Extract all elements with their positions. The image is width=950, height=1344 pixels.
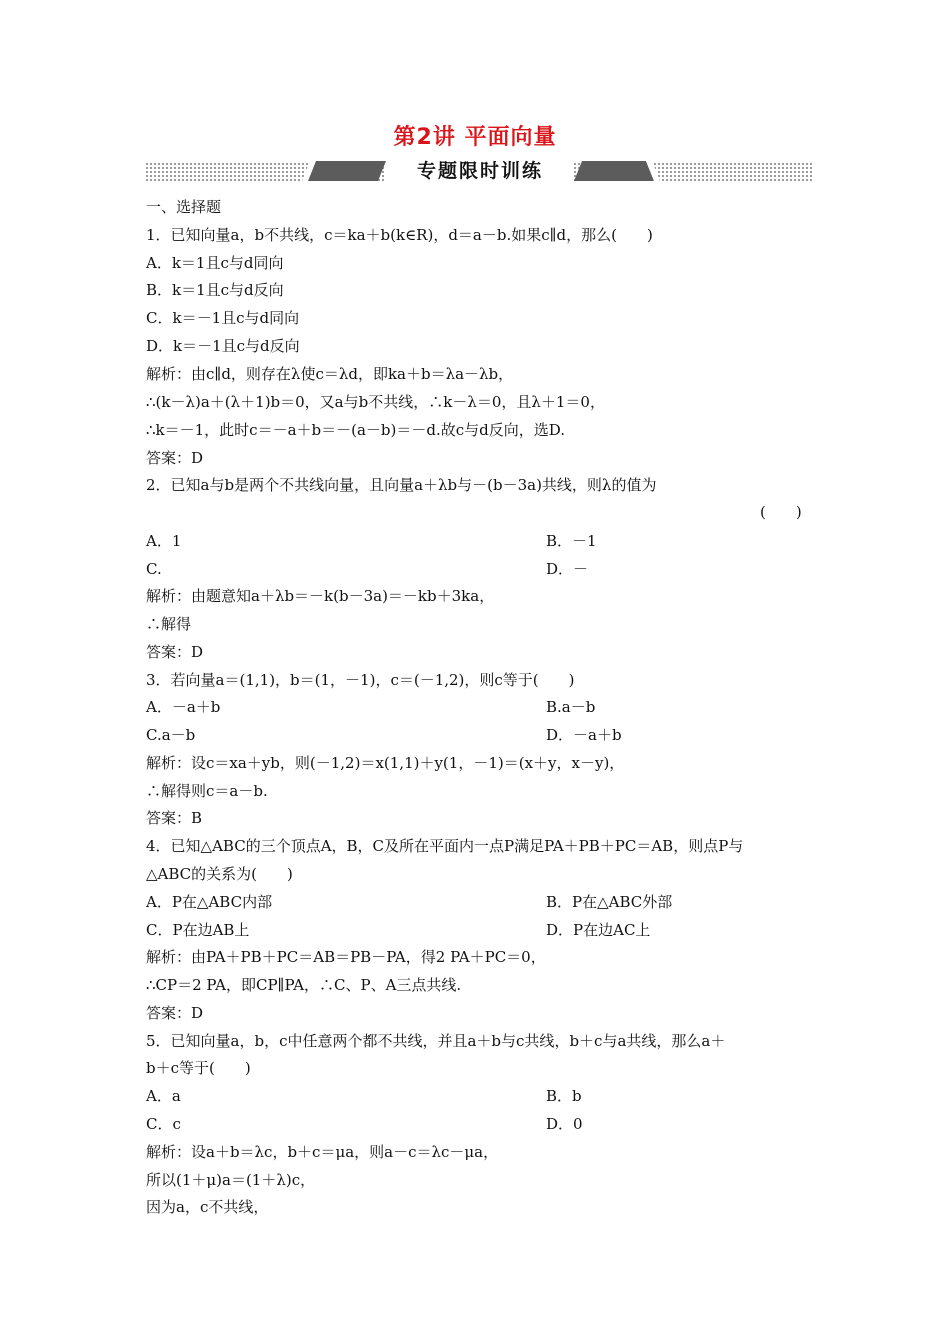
q4-option-b: B．P在△ABC外部 [546, 893, 673, 911]
q2-option-a: A．1 [146, 532, 182, 550]
q2-option-b: B．－1 [546, 532, 597, 550]
q4-analysis: 解析：由PA＋PB＋PC＝AB＝PB－PA，得2 PA＋PC＝0， [146, 948, 546, 966]
question-2: 2．已知a与b是两个不共线向量，且向量a＋λb与－(b－3a)共线，则λ的值为 [146, 476, 657, 494]
question-1: 1．已知向量a，b不共线，c＝ka＋b(k∈R)，d＝a－b.如果c∥d，那么( ) [146, 226, 653, 244]
q2-analysis: 解析：由题意知a＋λb＝－k(b－3a)＝－kb＋3ka， [146, 587, 495, 605]
q3-answer: 答案：B [146, 809, 203, 827]
q2-option-c: C. [146, 560, 162, 578]
q4-option-d: D．P在边AC上 [546, 921, 651, 939]
q2-analysis: ∴解得 [146, 615, 192, 633]
q3-analysis: ∴解得则c＝a－b. [146, 782, 268, 800]
question-4: 4．已知△ABC的三个顶点A，B，C及所在平面内一点P满足PA＋PB＋PC＝AB，则点P与 [146, 837, 744, 855]
q4-option-c: C．P在边AB上 [146, 921, 250, 939]
section-banner [146, 159, 814, 183]
question-5: 5．已知向量a，b，c中任意两个都不共线，并且a＋b与c共线，b＋c与a共线，那么a＋ [146, 1032, 726, 1050]
q3-option-c: C.a－b [146, 726, 196, 744]
q3-option-a: A．－a＋b [146, 698, 221, 716]
q1-answer: 答案：D [146, 449, 204, 467]
q5-analysis: 因为a，c不共线， [146, 1198, 269, 1216]
question-5-cont: b＋c等于( ) [146, 1059, 251, 1077]
q1-analysis: 解析：由c∥d，则存在λ使c＝λd，即ka＋b＝λa－λb， [146, 365, 514, 383]
q1-analysis: ∴(k－λ)a＋(λ＋1)b＝0，又a与b不共线，∴k－λ＝0，且λ＋1＝0， [146, 393, 605, 411]
q1-option-c: C．k＝－1且c与d同向 [146, 309, 300, 327]
q3-option-d: D．－a＋b [546, 726, 622, 744]
q2-answer-blank: ( ) [760, 503, 802, 521]
q4-answer: 答案：D [146, 1004, 204, 1022]
question-4-cont: △ABC的关系为( ) [146, 865, 293, 883]
lecture-title: 第2讲 平面向量 [393, 125, 557, 150]
question-3: 3．若向量a＝(1,1)，b＝(1，－1)，c＝(－1,2)，则c等于( ) [146, 671, 575, 689]
q5-option-b: B．b [546, 1087, 582, 1105]
section-heading: 一、选择题 [146, 198, 222, 216]
q1-option-d: D．k＝－1且c与d反向 [146, 337, 300, 355]
q1-analysis: ∴k＝－1，此时c＝－a＋b＝－(a－b)＝－d.故c与d反向，选D. [146, 421, 566, 439]
q2-option-d: D．－ [546, 560, 589, 578]
q5-analysis: 所以(1＋μ)a＝(1＋λ)c， [146, 1171, 316, 1189]
q3-option-b: B.a－b [546, 698, 596, 716]
q4-analysis: ∴CP＝2 PA，即CP∥PA，∴C、P、A三点共线. [146, 976, 462, 994]
q3-analysis: 解析：设c＝xa＋yb，则(－1,2)＝x(1,1)＋y(1，－1)＝(x＋y，x－y)， [146, 754, 625, 772]
q1-option-a: A．k＝1且c与d同向 [146, 254, 284, 272]
q5-analysis: 解析：设a＋b＝λc，b＋c＝μa，则a－c＝λc－μa， [146, 1143, 499, 1161]
q1-option-b: B．k＝1且c与d反向 [146, 281, 284, 299]
q4-option-a: A．P在△ABC内部 [146, 893, 273, 911]
q5-option-a: A．a [146, 1087, 181, 1105]
q5-option-d: D．0 [546, 1115, 583, 1133]
banner-label: 专题限时训练 [416, 160, 543, 182]
q5-option-c: C．c [146, 1115, 181, 1133]
q2-answer: 答案：D [146, 643, 204, 661]
